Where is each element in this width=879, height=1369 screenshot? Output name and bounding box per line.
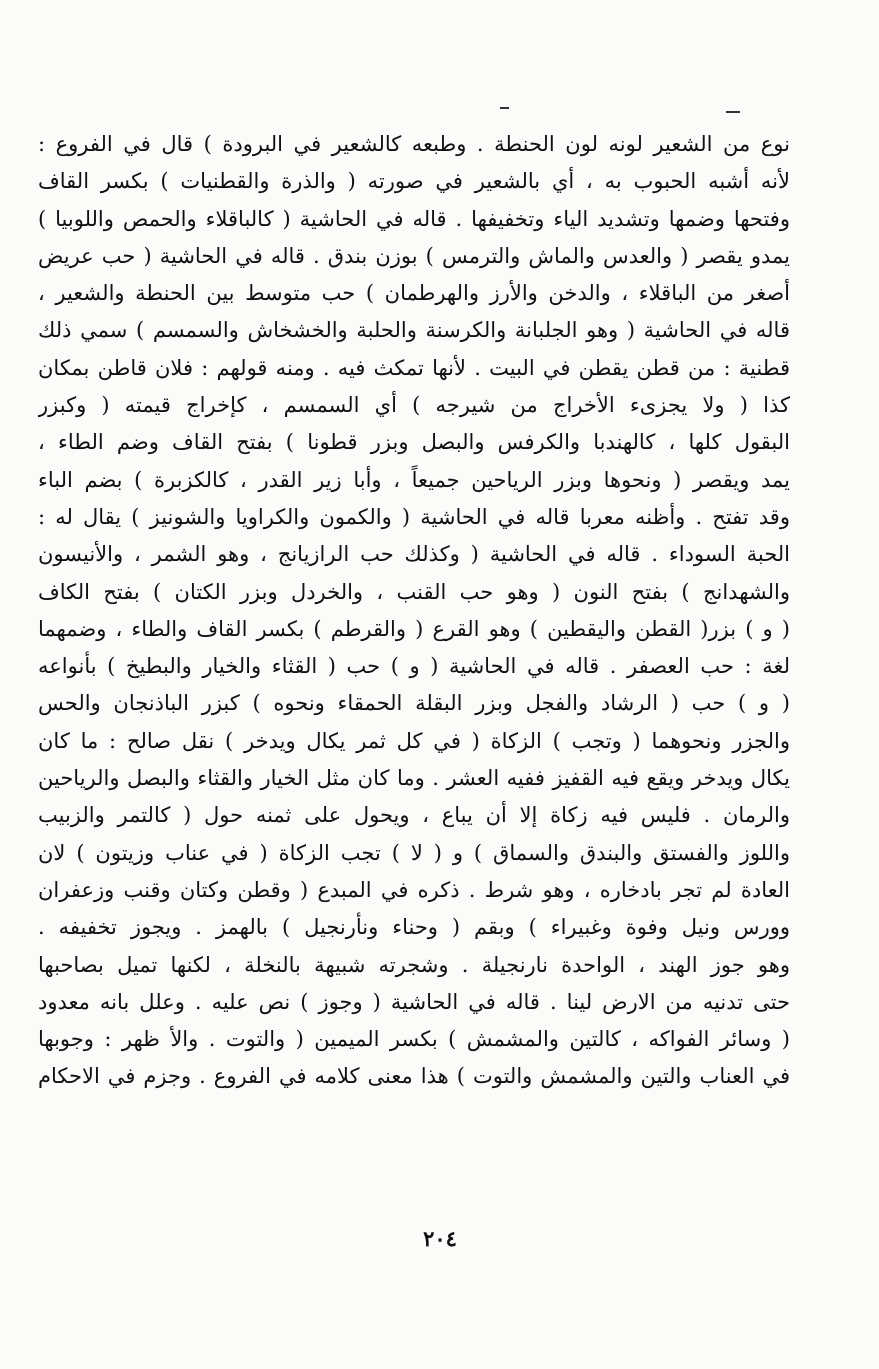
text-line: وورس ونيل وفوة وغبيراء ) وبقم ( وحناء ونأرنجيل ) بالهمز . ويجوز تخفيفه . [38, 915, 790, 940]
text-line: نوع من الشعير لونه لون الحنطة . وطبعه كالشعير في البرودة ) قال في الفروع : [38, 132, 790, 156]
text-line: ( و ) حب ( الرشاد والفجل وبزر البقلة الحمقاء ونحوه ) كبزر الباذنجان والحس [38, 691, 790, 716]
text-line: لغة : حب العصفر . قاله في الحاشية ( و ) حب ( القثاء والخيار والبطيخ ) بأنواعه [38, 654, 790, 679]
text-line: والرمان . فليس فيه زكاة إلا أن يباع ، ويحول على ثمنه حول ( كالتمر والزبيب [38, 803, 790, 828]
text-line: لأنه أشبه الحبوب به ، أي بالشعير في صورته ( والذرة والقطنيات ) بكسر القاف [38, 169, 790, 194]
text-line: والجزر ونحوهما ( وتجب ) الزكاة ( في كل ثمر يكال ويدخر ) نقل صالح : ما كان [38, 728, 790, 753]
text-line: ( و ) بزر( القطن واليقطين ) وهو القرع ( والقرطم ) بكسر القاف والطاء ، وضمهما [38, 616, 790, 641]
body-text [38, 126, 790, 1096]
text-line: وفتحها وضمها وتشديد الياء وتخفيفها . قاله في الحاشية ( كالباقلاء والحمص واللوبيا ) [38, 206, 790, 231]
text-line: كذا ( ولا يجزىء الأخراج من شيرجه ) أي السمسم ، كإخراج قيمته ( وكبزر [38, 393, 790, 418]
text-line: والشهدانج ) بفتح النون ( وهو حب القنب ، والخردل وبزر الكتان ) بفتح الكاف [38, 579, 790, 604]
text-line: الحبة السوداء . قاله في الحاشية ( وكذلك حب الرازيانج ، وهو الشمر ، والأنيسون [38, 542, 790, 567]
text-line: يمدو يقصر ( والعدس والماش والترمس ) بوزن بندق . قاله في الحاشية ( حب عريض [38, 243, 790, 268]
text-line: وهو جوز الهند ، الواحدة نارنجيلة . وشجرته شبيهة بالنخلة ، لكنها تميل بصاحبها [38, 952, 790, 977]
text-line: أصغر من الباقلاء ، والدخن والأرز والهرطمان ) حب متوسط بين الحنطة والشعير ، [38, 281, 790, 306]
text-line: قطنية : من قطن يقطن في البيت . لأنها تمكث فيه . ومنه قولهم : فلان قاطن بمكان [38, 355, 790, 380]
text-line: العادة لم تجر بادخاره ، وهو شرط . ذكره في المبدع ( وقطن وكتان وقنب وزعفران [38, 877, 790, 902]
top-mark-left [500, 107, 509, 109]
text-line: ( وسائر الفواكه ، كالتين والمشمش ) بكسر الميمين ( والتوت . والأ ظهر : وجوبها [38, 1027, 790, 1052]
text-line: واللوز والفستق والبندق والسماق ) و ( لا ) تجب الزكاة ( في عناب وزيتون ) لان [38, 840, 790, 865]
page-number: ٢٠٤ [423, 1226, 457, 1251]
text-line: حتى تدنيه من الارض لينا . قاله في الحاشية ( وجوز ) نص عليه . وعلل بانه معدود [38, 989, 790, 1014]
text-line: في العناب والتين والمشمش والتوت ) هذا معنى كلامه في الفروع . وجزم في الاحكام [38, 1064, 790, 1089]
text-line: وقد تفتح . وأظنه معربا قاله في الحاشية ( والكمون والكراويا والشونيز ) يقال له : [38, 504, 790, 529]
text-line: يكال ويدخر ويقع فيه القفيز ففيه العشر . وما كان مثل الخيار والقثاء والبصل والرياحين [38, 766, 790, 791]
text-line: يمد ويقصر ( ونحوها وبزر الرياحين جميعاً ، وأبا زير القدر ، كالكزبرة ) بضم الباء [38, 467, 790, 492]
top-mark-right [726, 111, 740, 113]
text-line: البقول كلها ، كالهندبا والكرفس والبصل وبزر قطونا ) بفتح القاف وضم الطاء ، [38, 430, 790, 455]
text-line: قاله في الحاشية ( وهو الجلبانة والكرسنة والحلبة والخشخاش والسمسم ) سمي ذلك [38, 318, 790, 343]
